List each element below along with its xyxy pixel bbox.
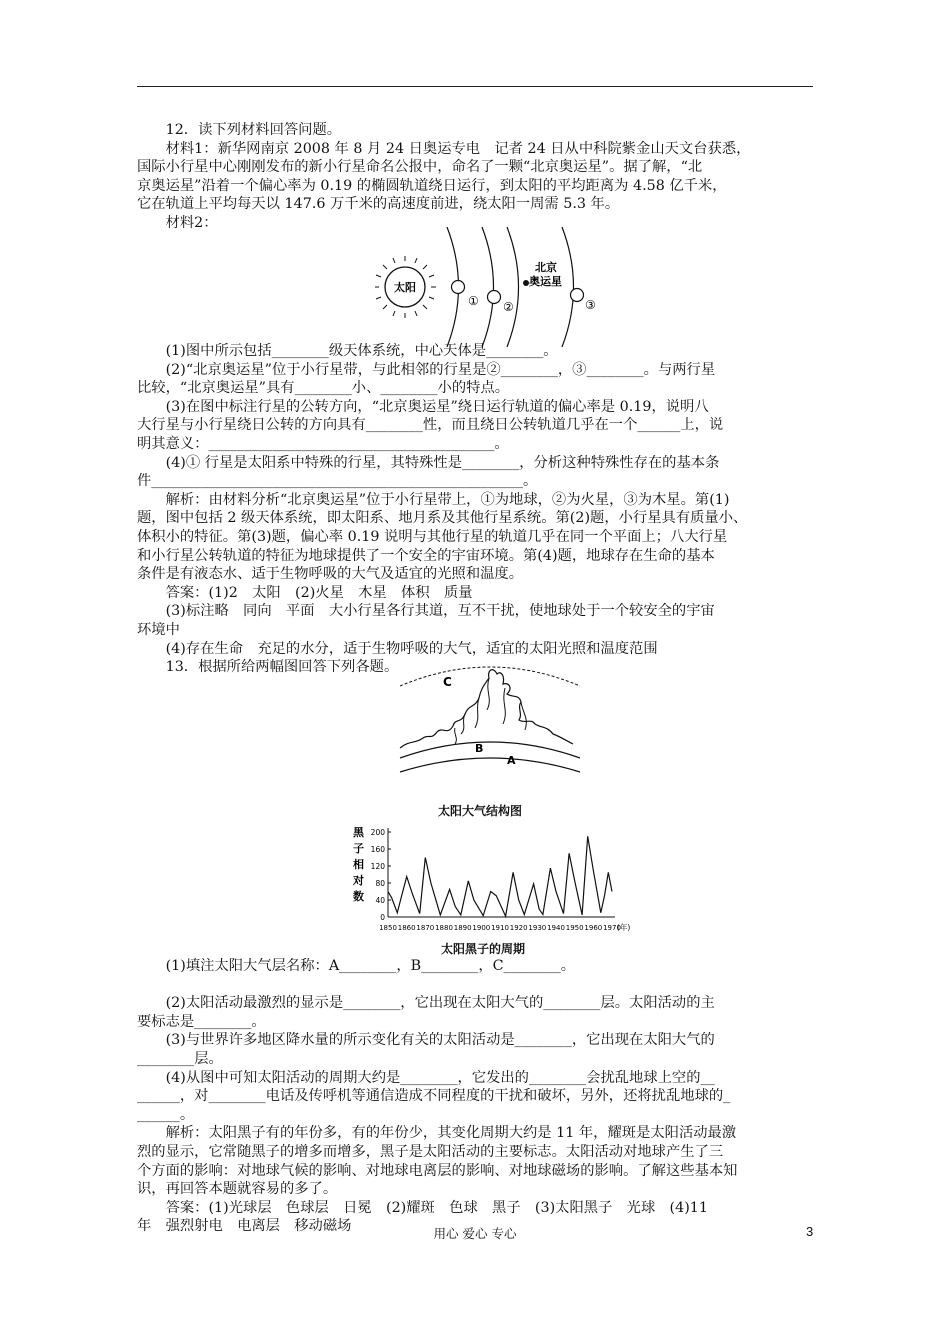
- sun-atmosphere-diagram: [395, 648, 585, 798]
- text-line: 京奥运星”沿着一个偏心率为 0.19 的椭圆轨道绕日运行，到太阳的平均距离为 4.58 亿千米，: [137, 177, 727, 194]
- y-tick-label: 0: [380, 913, 385, 922]
- y-tick-label: 200: [370, 828, 385, 837]
- x-tick-label: 1870: [416, 924, 435, 932]
- header-rule: [137, 86, 813, 87]
- text-line: (2)“北京奥运星”位于小行星带，与此相邻的行星是②________，③________。与两行星: [137, 361, 716, 378]
- text-line: (4)存在生命 充足的水分，适于生物呼吸的大气，适宜的太阳光照和温度范围: [137, 640, 658, 657]
- x-tick-label: 1930: [528, 924, 547, 932]
- text-line: (3)在图中标注行星的公转方向，“北京奥运星”绕日运行轨道的偏心率是 0.19，说明八: [137, 398, 709, 415]
- text-line: (3)标注略 同向 平面 大小行星各行其道，互不干扰，使地球处于一个较安全的宇宙: [137, 603, 715, 620]
- text-line: (1)填注太阳大气层名称：A________，B________，C________。: [137, 958, 576, 974]
- text-line: 12．读下列材料回答问题。: [137, 122, 342, 138]
- text-line: 条件是有液态水、适于生物呼吸的大气及适宜的光照和温度。: [137, 566, 524, 583]
- text-line: 和小行星公转轨道的特征为地球提供了一个安全的宇宙环境。第(4)题，地球存在生命的基本: [137, 547, 715, 564]
- planet-2-mars: [488, 291, 501, 304]
- svg-text:黑: 黑: [353, 826, 364, 839]
- photosphere-line: [400, 758, 580, 772]
- label-c: C: [443, 675, 452, 689]
- text-line: 答案：(1)2 太阳 (2)火星 木星 体积 质量: [137, 584, 473, 601]
- x-tick-label: 1900: [472, 924, 491, 932]
- text-line: 答案：(1)光球层 色球层 日冕 (2)耀斑 色球 黑子 (3)太阳黑子 光球 (4)11: [137, 1199, 708, 1216]
- x-tick-label: 1960: [584, 924, 603, 932]
- x-tick-label: 1970: [603, 924, 621, 932]
- text-line: 烈的显示，它常随黑子的增多而增多，黑子是太阳活动的主要标志。太阳活动对地球产生了三: [137, 1144, 724, 1160]
- x-tick-label: 1850: [379, 924, 397, 932]
- svg-text:数: 数: [353, 890, 364, 903]
- solar-system-diagram: [375, 225, 625, 350]
- x-tick-label: 1940: [547, 924, 565, 932]
- footer-slogan: 用心 爱心 专心: [433, 1226, 517, 1241]
- y-tick-label: 120: [370, 862, 385, 871]
- orbit-2: [482, 227, 494, 347]
- sunspot-series-line: [388, 836, 612, 916]
- y-tick-label: 40: [375, 896, 385, 905]
- text-line: 它在轨道上平均每天以 147.6 万千米的高速度前进，绕太阳一周需 5.3 年。: [137, 196, 620, 213]
- text-line: 识，再回答本题就容易的多了。: [137, 1181, 338, 1198]
- x-tick-label: 1890: [453, 924, 472, 932]
- text-line: 题，图中包括 2 级天体系统，即太阳系、地月系及其他行星系统。第(2)题，小行星具有质量小、: [137, 510, 748, 527]
- x-tick-label: 1880: [435, 924, 453, 932]
- svg-text:相: 相: [353, 858, 364, 871]
- text-line: 国际小行星中心刚刚发布的新小行星命名公报中，命名了一颗“北京奥运星”。据了解，“北: [137, 159, 703, 176]
- planet-1-earth: [452, 281, 465, 294]
- text-line: 材料2：: [137, 215, 218, 231]
- y-axis-title: [352, 825, 365, 903]
- text-line: 比较，“北京奥运星”具有________小、________小的特点。: [137, 380, 510, 397]
- text-line: (3)与世界许多地区降水量的所示变化有关的太阳活动是________，它出现在太阳大气的: [137, 1032, 715, 1049]
- sun-label: 太阳: [394, 281, 416, 294]
- y-tick-label: 160: [370, 845, 385, 854]
- x-tick-label: 1950: [565, 924, 584, 932]
- text-line: 解析：太阳黑子有的年份多，有的年份少，其变化周期大约是 11 年，耀斑是太阳活动最激: [137, 1125, 737, 1142]
- text-line: (4)① 行星是太阳系中特殊的行星，其特殊性是________，分析这种特殊性存在的基本条: [137, 454, 720, 471]
- svg-text:子: 子: [353, 842, 364, 855]
- prominence-outline: [400, 670, 573, 748]
- asteroid-label-1: 北京: [535, 261, 557, 274]
- planet-3-jupiter: [571, 289, 584, 302]
- planet-1-label: ①: [468, 294, 479, 308]
- label-b: B: [475, 742, 484, 755]
- text-line: 个方面的影响：对地球气候的影响、对地球电离层的影响、对地球磁场的影响。了解这些基本知: [137, 1162, 738, 1179]
- svg-text:对: 对: [353, 874, 364, 887]
- x-tick-label: 1860: [397, 924, 416, 932]
- x-axis-unit: (年): [617, 923, 631, 932]
- sunspot-chart: [345, 822, 645, 940]
- text-line: (2)太阳活动最激烈的显示是________，它出现在太阳大气的________层。太阳活动的主: [137, 995, 715, 1012]
- text-line: 环境中: [137, 622, 180, 638]
- x-tick-label: 1920: [509, 924, 528, 932]
- orbit-4: [562, 227, 574, 347]
- text-line: 要标志是________。: [137, 1013, 266, 1030]
- text-line: 年 强烈射电 电离层 移动磁场: [137, 1218, 352, 1235]
- text-line: 体积小的特征。第(3)题，偏心率 0.19 说明与其他行星的轨道几乎在同一个平面上；八大行星: [137, 529, 728, 545]
- sun-icon: [375, 256, 436, 318]
- text-line: (4)从图中可知太阳活动的周期大约是________，它发出的________会扰乱地球上空的__: [137, 1069, 715, 1086]
- x-tick-label: 1910: [491, 924, 509, 932]
- text-line: 材料1：新华网南京 2008 年 8 月 24 日奥运专电 记者 24 日从中科院紫金山天文台获悉，: [137, 140, 751, 157]
- planet-3-label: ③: [585, 298, 596, 312]
- atmosphere-caption: 太阳大气结构图: [438, 804, 523, 818]
- text-line: ______。: [137, 1106, 195, 1123]
- y-tick-label: 80: [375, 879, 385, 888]
- text-line: 明其意义：________________________________________。: [137, 436, 509, 452]
- chromosphere-line: [400, 742, 580, 758]
- sunspot-caption: 太阳黑子的周期: [441, 942, 526, 956]
- text-line: (1)图中所示包括________级天体系统，中心天体是________。: [137, 343, 558, 359]
- text-line: 13．根据所给两幅图回答下列各题。: [137, 659, 399, 676]
- text-line: ________层。: [137, 1051, 223, 1067]
- text-line: ______，对________电话及传呼机等通信造成不同程度的干扰和破坏，另外，还将扰乱地球的_: [137, 1088, 731, 1105]
- text-line: 解析：由材料分析“北京奥运星”位于小行星带上，①为地球，②为火星，③为木星。第(1): [137, 491, 730, 508]
- page-number: 3: [806, 1224, 814, 1239]
- planet-2-label: ②: [503, 300, 514, 314]
- text-line: 大行星与小行星绕日公转的方向具有________性，而且绕日公转轨道几乎在一个______上，说: [137, 417, 724, 434]
- orbit-3: [507, 227, 519, 347]
- text-line: 件____________________________________________________。: [137, 473, 538, 490]
- label-a: A: [507, 754, 516, 767]
- asteroid-label-2: 奥运星: [529, 275, 562, 288]
